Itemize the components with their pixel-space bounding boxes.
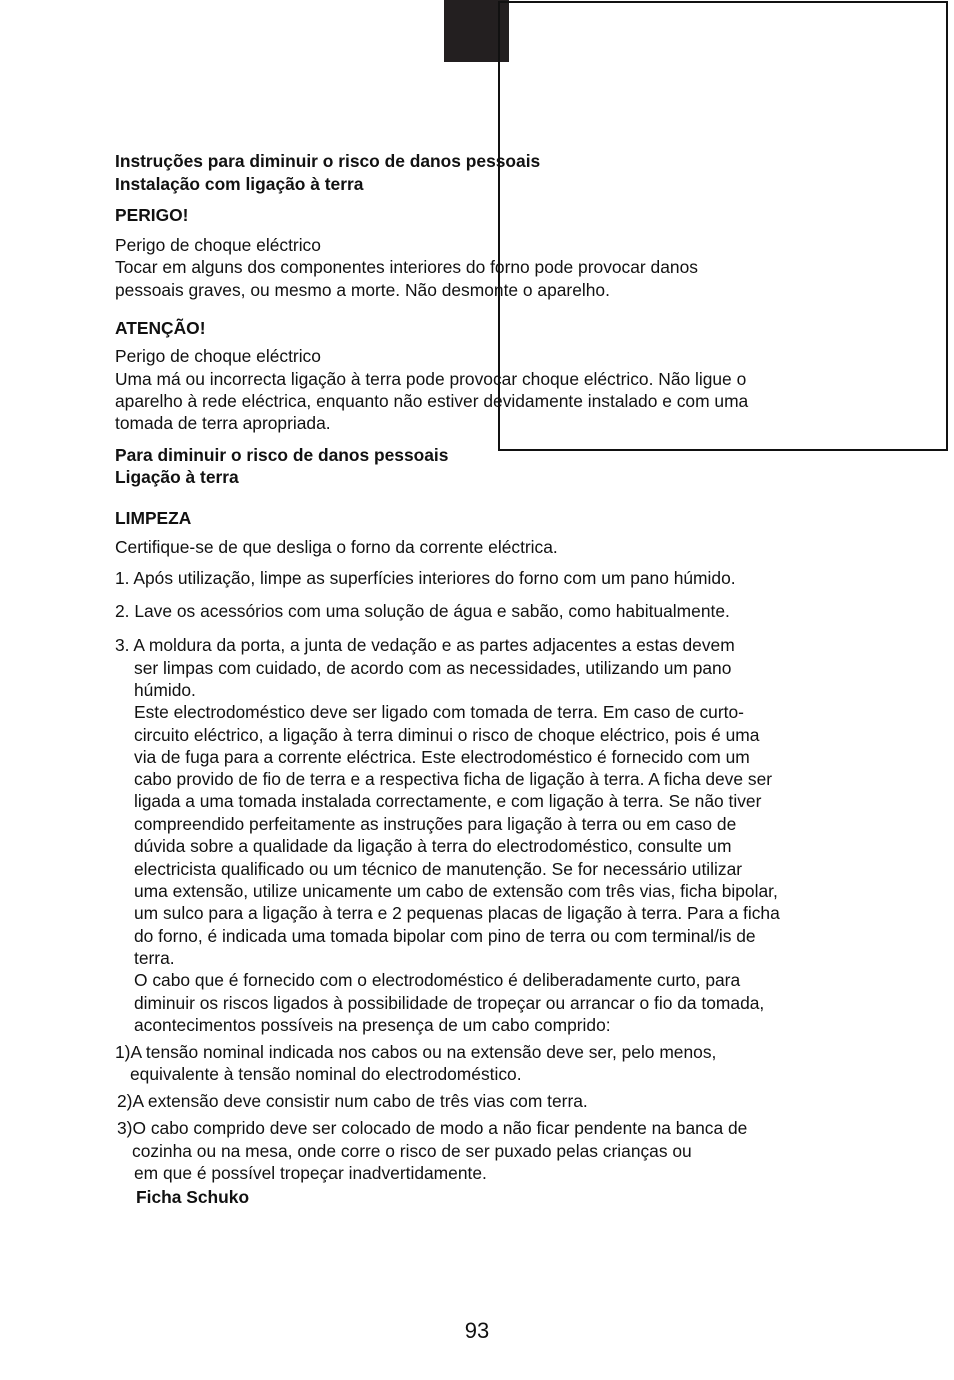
- atencao-line: aparelho à rede eléctrica, enquanto não estiver devidamente instalado e com uma: [115, 391, 749, 411]
- heading-ficha-schuko: Ficha Schuko: [136, 1187, 250, 1207]
- limpeza-item-3-line: terra.: [134, 948, 175, 968]
- limpeza-item-3-line: via de fuga para a corrente eléctrica. Este electrodoméstico é fornecido com um: [134, 747, 750, 767]
- limpeza-item-3-line: electricista qualificado ou um técnico de manutenção. Se for necessário utilizar: [134, 859, 743, 879]
- atencao-line: Perigo de choque eléctrico: [115, 346, 321, 366]
- limpeza-item-3-line: dúvida sobre a qualidade da ligação à terra do electrodoméstico, consulte um: [134, 836, 732, 856]
- limpeza-item-3-line: um sulco para a ligação à terra e 2 pequenas placas de ligação à terra. Para a ficha: [134, 903, 780, 923]
- atencao-line: Uma má ou incorrecta ligação à terra pode provocar choque eléctrico. Não ligue o: [115, 369, 747, 389]
- limpeza-item-3-line: acontecimentos possíveis na presença de um cabo comprido:: [134, 1015, 611, 1035]
- perigo-label: PERIGO!: [115, 205, 189, 225]
- limpeza-item-3-line: circuito eléctrico, a ligação à terra diminui o risco de choque eléctrico, pois é uma: [134, 725, 760, 745]
- perigo-line: Perigo de choque eléctrico: [115, 235, 321, 255]
- limpeza-item-3-line: O cabo que é fornecido com o electrodoméstico é deliberadamente curto, para: [134, 970, 741, 990]
- limpeza-item-2: 2. Lave os acessórios com uma solução de água e sabão, como habitualmente.: [115, 601, 730, 621]
- heading-grounding: Ligação à terra: [115, 467, 239, 487]
- atencao-label: ATENÇÃO!: [115, 318, 206, 338]
- limpeza-item-3-line: compreendido perfeitamente as instruções para ligação à terra ou em caso de: [134, 814, 737, 834]
- heading-instructions: Instruções para diminuir o risco de danos pessoais: [115, 151, 541, 171]
- heading-grounded-installation: Instalação com ligação à terra: [115, 174, 364, 194]
- sub-item-2: 2)A extensão deve consistir num cabo de três vias com terra.: [117, 1091, 588, 1111]
- atencao-line: tomada de terra apropriada.: [115, 413, 331, 433]
- limpeza-item-3-line: ser limpas com cuidado, de acordo com as necessidades, utilizando um pano: [134, 658, 732, 678]
- limpeza-item-3-line: 3. A moldura da porta, a junta de vedação e as partes adjacentes a estas devem: [115, 635, 735, 655]
- heading-reduce-risk: Para diminuir o risco de danos pessoais: [115, 445, 449, 465]
- limpeza-label: LIMPEZA: [115, 508, 192, 528]
- limpeza-item-3-line: uma extensão, utilize unicamente um cabo de extensão com três vias, ficha bipolar,: [134, 881, 778, 901]
- limpeza-item-3-line: diminuir os riscos ligados à possibilidade de tropeçar ou arrancar o fio da tomada,: [134, 993, 765, 1013]
- sub-item-1-line: equivalente à tensão nominal do electrodoméstico.: [130, 1064, 522, 1084]
- page-number: 93: [464, 1318, 490, 1343]
- limpeza-item-3-line: húmido.: [134, 680, 196, 700]
- limpeza-intro: Certifique-se de que desliga o forno da corrente eléctrica.: [115, 537, 558, 557]
- limpeza-item-3-line: cabo provido de fio de terra e a respectiva ficha de ligação à terra. A ficha deve ser: [134, 769, 773, 789]
- sub-item-3-line: cozinha ou na mesa, onde corre o risco de ser puxado pelas crianças ou: [132, 1141, 692, 1161]
- sub-item-3-line: 3)O cabo comprido deve ser colocado de modo a não ficar pendente na banca de: [117, 1118, 748, 1138]
- limpeza-item-1: 1. Após utilização, limpe as superfícies interiores do forno com um pano húmido.: [115, 568, 736, 588]
- perigo-line: pessoais graves, ou mesmo a morte. Não desmonte o aparelho.: [115, 280, 610, 300]
- sub-item-1-line: 1)A tensão nominal indicada nos cabos ou na extensão deve ser, pelo menos,: [115, 1042, 717, 1062]
- sub-item-3-line: em que é possível tropeçar inadvertidamente.: [134, 1163, 487, 1183]
- limpeza-item-3-line: ligada a uma tomada instalada correctamente, e com ligação à terra. Se não tiver: [134, 791, 762, 811]
- limpeza-item-3-line: do forno, é indicada uma tomada bipolar com pino de terra ou com terminal/is de: [134, 926, 756, 946]
- limpeza-item-3-line: Este electrodoméstico deve ser ligado com tomada de terra. Em caso de curto-: [134, 702, 744, 722]
- perigo-line: Tocar em alguns dos componentes interiores do forno pode provocar danos: [115, 257, 698, 277]
